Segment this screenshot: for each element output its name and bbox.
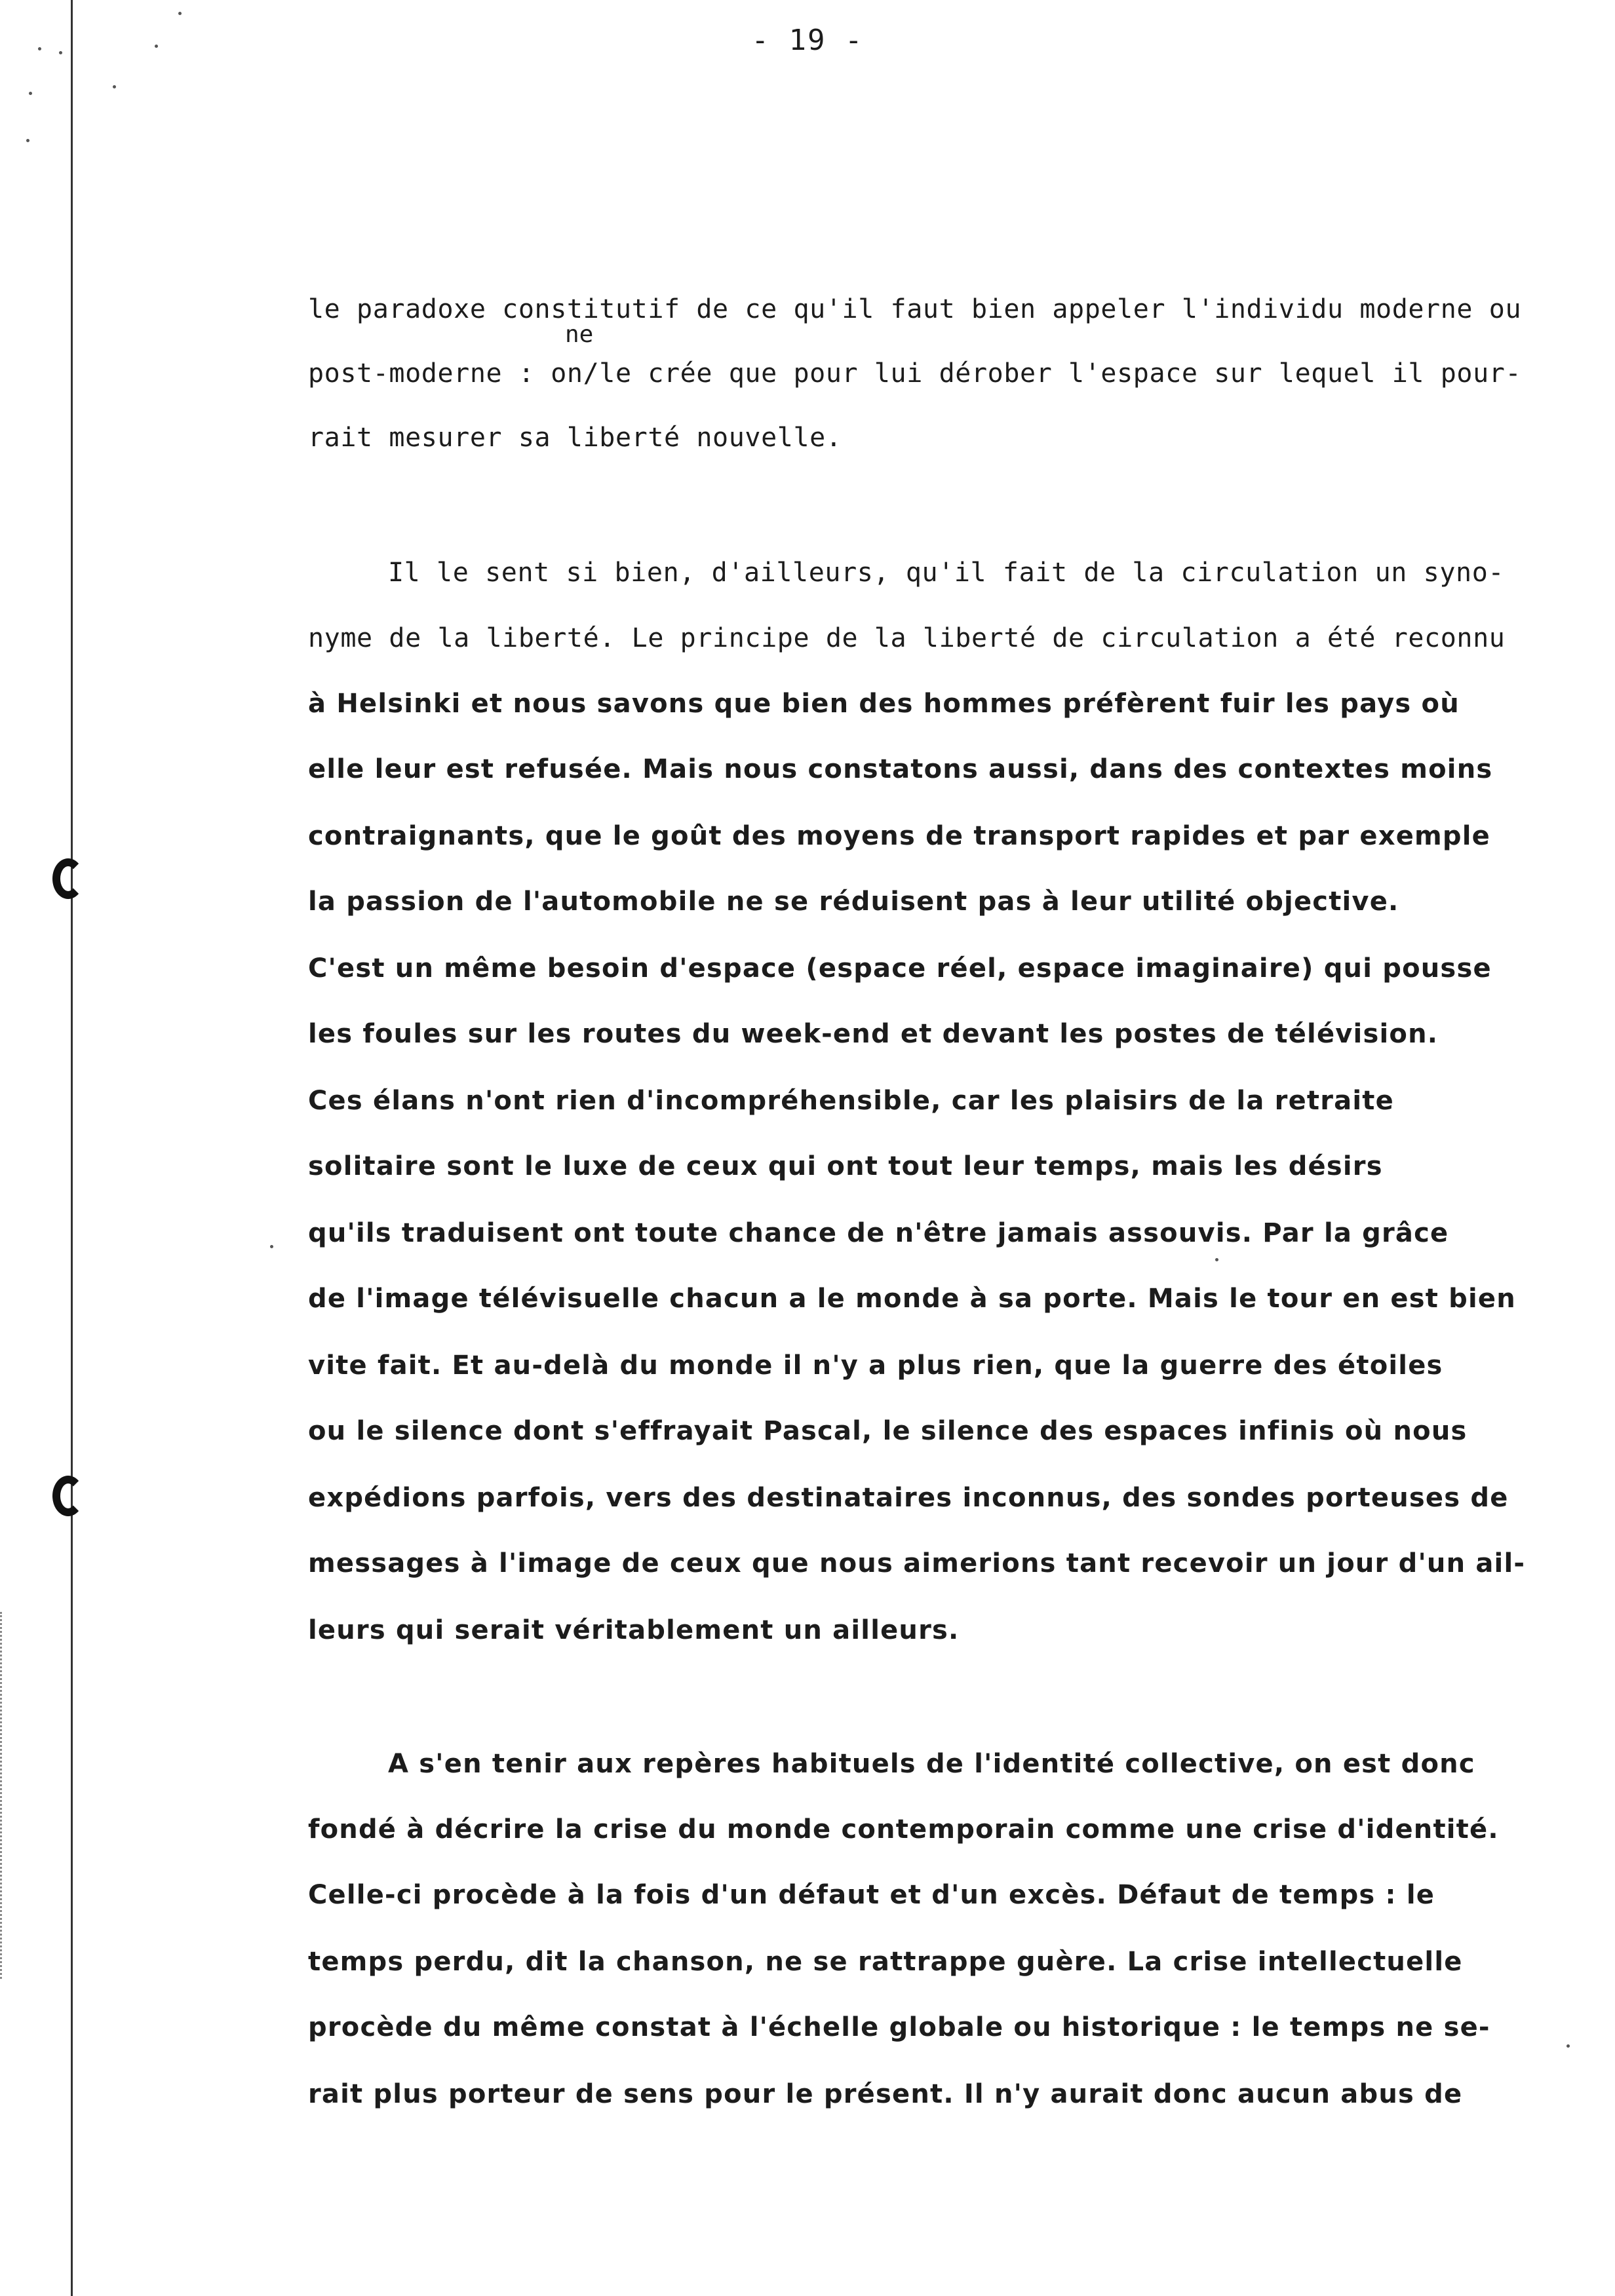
text-line: Ces élans n'ont rien d'incompréhensible, car les plaisirs de la retraite bbox=[308, 1086, 1394, 1116]
page-number: - 19 - bbox=[751, 24, 864, 57]
text-line: solitaire sont le luxe de ceux qui ont tout leur temps, mais les désirs bbox=[308, 1151, 1383, 1181]
text-line: rait mesurer sa liberté nouvelle. bbox=[308, 423, 842, 453]
text-line: rait plus porteur de sens pour le présent. Il n'y aurait donc aucun abus de bbox=[308, 2079, 1463, 2109]
text-line: à Helsinki et nous savons que bien des hommes préfèrent fuir les pays où bbox=[308, 689, 1460, 719]
scan-speck bbox=[113, 85, 116, 88]
text-line: la passion de l'automobile ne se réduisent pas à leur utilité objective. bbox=[308, 887, 1399, 917]
punch-hole-icon bbox=[52, 1476, 84, 1516]
scan-speck bbox=[1215, 1258, 1218, 1261]
text-line: Celle-ci procède à la fois d'un défaut et d'un excès. Défaut de temps : le bbox=[308, 1880, 1435, 1910]
punch-hole-icon bbox=[52, 858, 84, 899]
text-line: expédions parfois, vers des destinataires inconnus, des sondes porteuses de bbox=[308, 1483, 1509, 1513]
text-line: qu'ils traduisent ont toute chance de n'être jamais assouvis. Par la grâce bbox=[308, 1218, 1449, 1248]
text-line: post-moderne : on/le crée que pour lui dérober l'espace sur lequel il pour- bbox=[308, 358, 1522, 389]
scan-speck bbox=[178, 12, 182, 15]
text-line: elle leur est refusée. Mais nous constatons aussi, dans des contextes moins bbox=[308, 754, 1493, 784]
text-line: contraignants, que le goût des moyens de transport rapides et par exemple bbox=[308, 821, 1491, 851]
text-line: vite fait. Et au-delà du monde il n'y a plus rien, que la guerre des étoiles bbox=[308, 1350, 1443, 1381]
text-line: les foules sur les routes du week-end et devant les postes de télévision. bbox=[308, 1019, 1439, 1049]
text-line: ou le silence dont s'effrayait Pascal, le silence des espaces infinis où nous bbox=[308, 1416, 1468, 1446]
text-line: le paradoxe constitutif de ce qu'il faut bien appeler l'individu moderne ou bbox=[308, 294, 1522, 324]
text-line: A s'en tenir aux repères habituels de l'identité collective, on est donc bbox=[388, 1749, 1475, 1779]
text-line: messages à l'image de ceux que nous aimerions tant recevoir un jour d'un ail- bbox=[308, 1548, 1526, 1578]
scan-speck bbox=[1566, 2044, 1570, 2048]
text-line: de l'image télévisuelle chacun a le monde à sa porte. Mais le tour en est bien bbox=[308, 1284, 1516, 1314]
text-line: temps perdu, dit la chanson, ne se rattrappe guère. La crise intellectuelle bbox=[308, 1947, 1463, 1977]
text-line: C'est un même besoin d'espace (espace réel, espace imaginaire) qui pousse bbox=[308, 953, 1492, 984]
scan-speck bbox=[29, 92, 32, 95]
scan-edge-marks bbox=[0, 1612, 6, 1979]
text-line: Il le sent si bien, d'ailleurs, qu'il fait de la circulation un syno- bbox=[388, 558, 1505, 588]
text-line: nyme de la liberté. Le principe de la liberté de circulation a été reconnu bbox=[308, 623, 1506, 653]
text-line: procède du même constat à l'échelle globale ou historique : le temps ne se- bbox=[308, 2012, 1490, 2042]
scan-speck bbox=[26, 139, 29, 142]
scan-speck bbox=[270, 1245, 273, 1248]
handwritten-insertion: ne bbox=[565, 321, 594, 348]
page-margin-line bbox=[71, 0, 73, 2296]
text-line: fondé à décrire la crise du monde contemporain comme une crise d'identité. bbox=[308, 1814, 1499, 1845]
text-line: leurs qui serait véritablement un ailleurs. bbox=[308, 1615, 960, 1645]
